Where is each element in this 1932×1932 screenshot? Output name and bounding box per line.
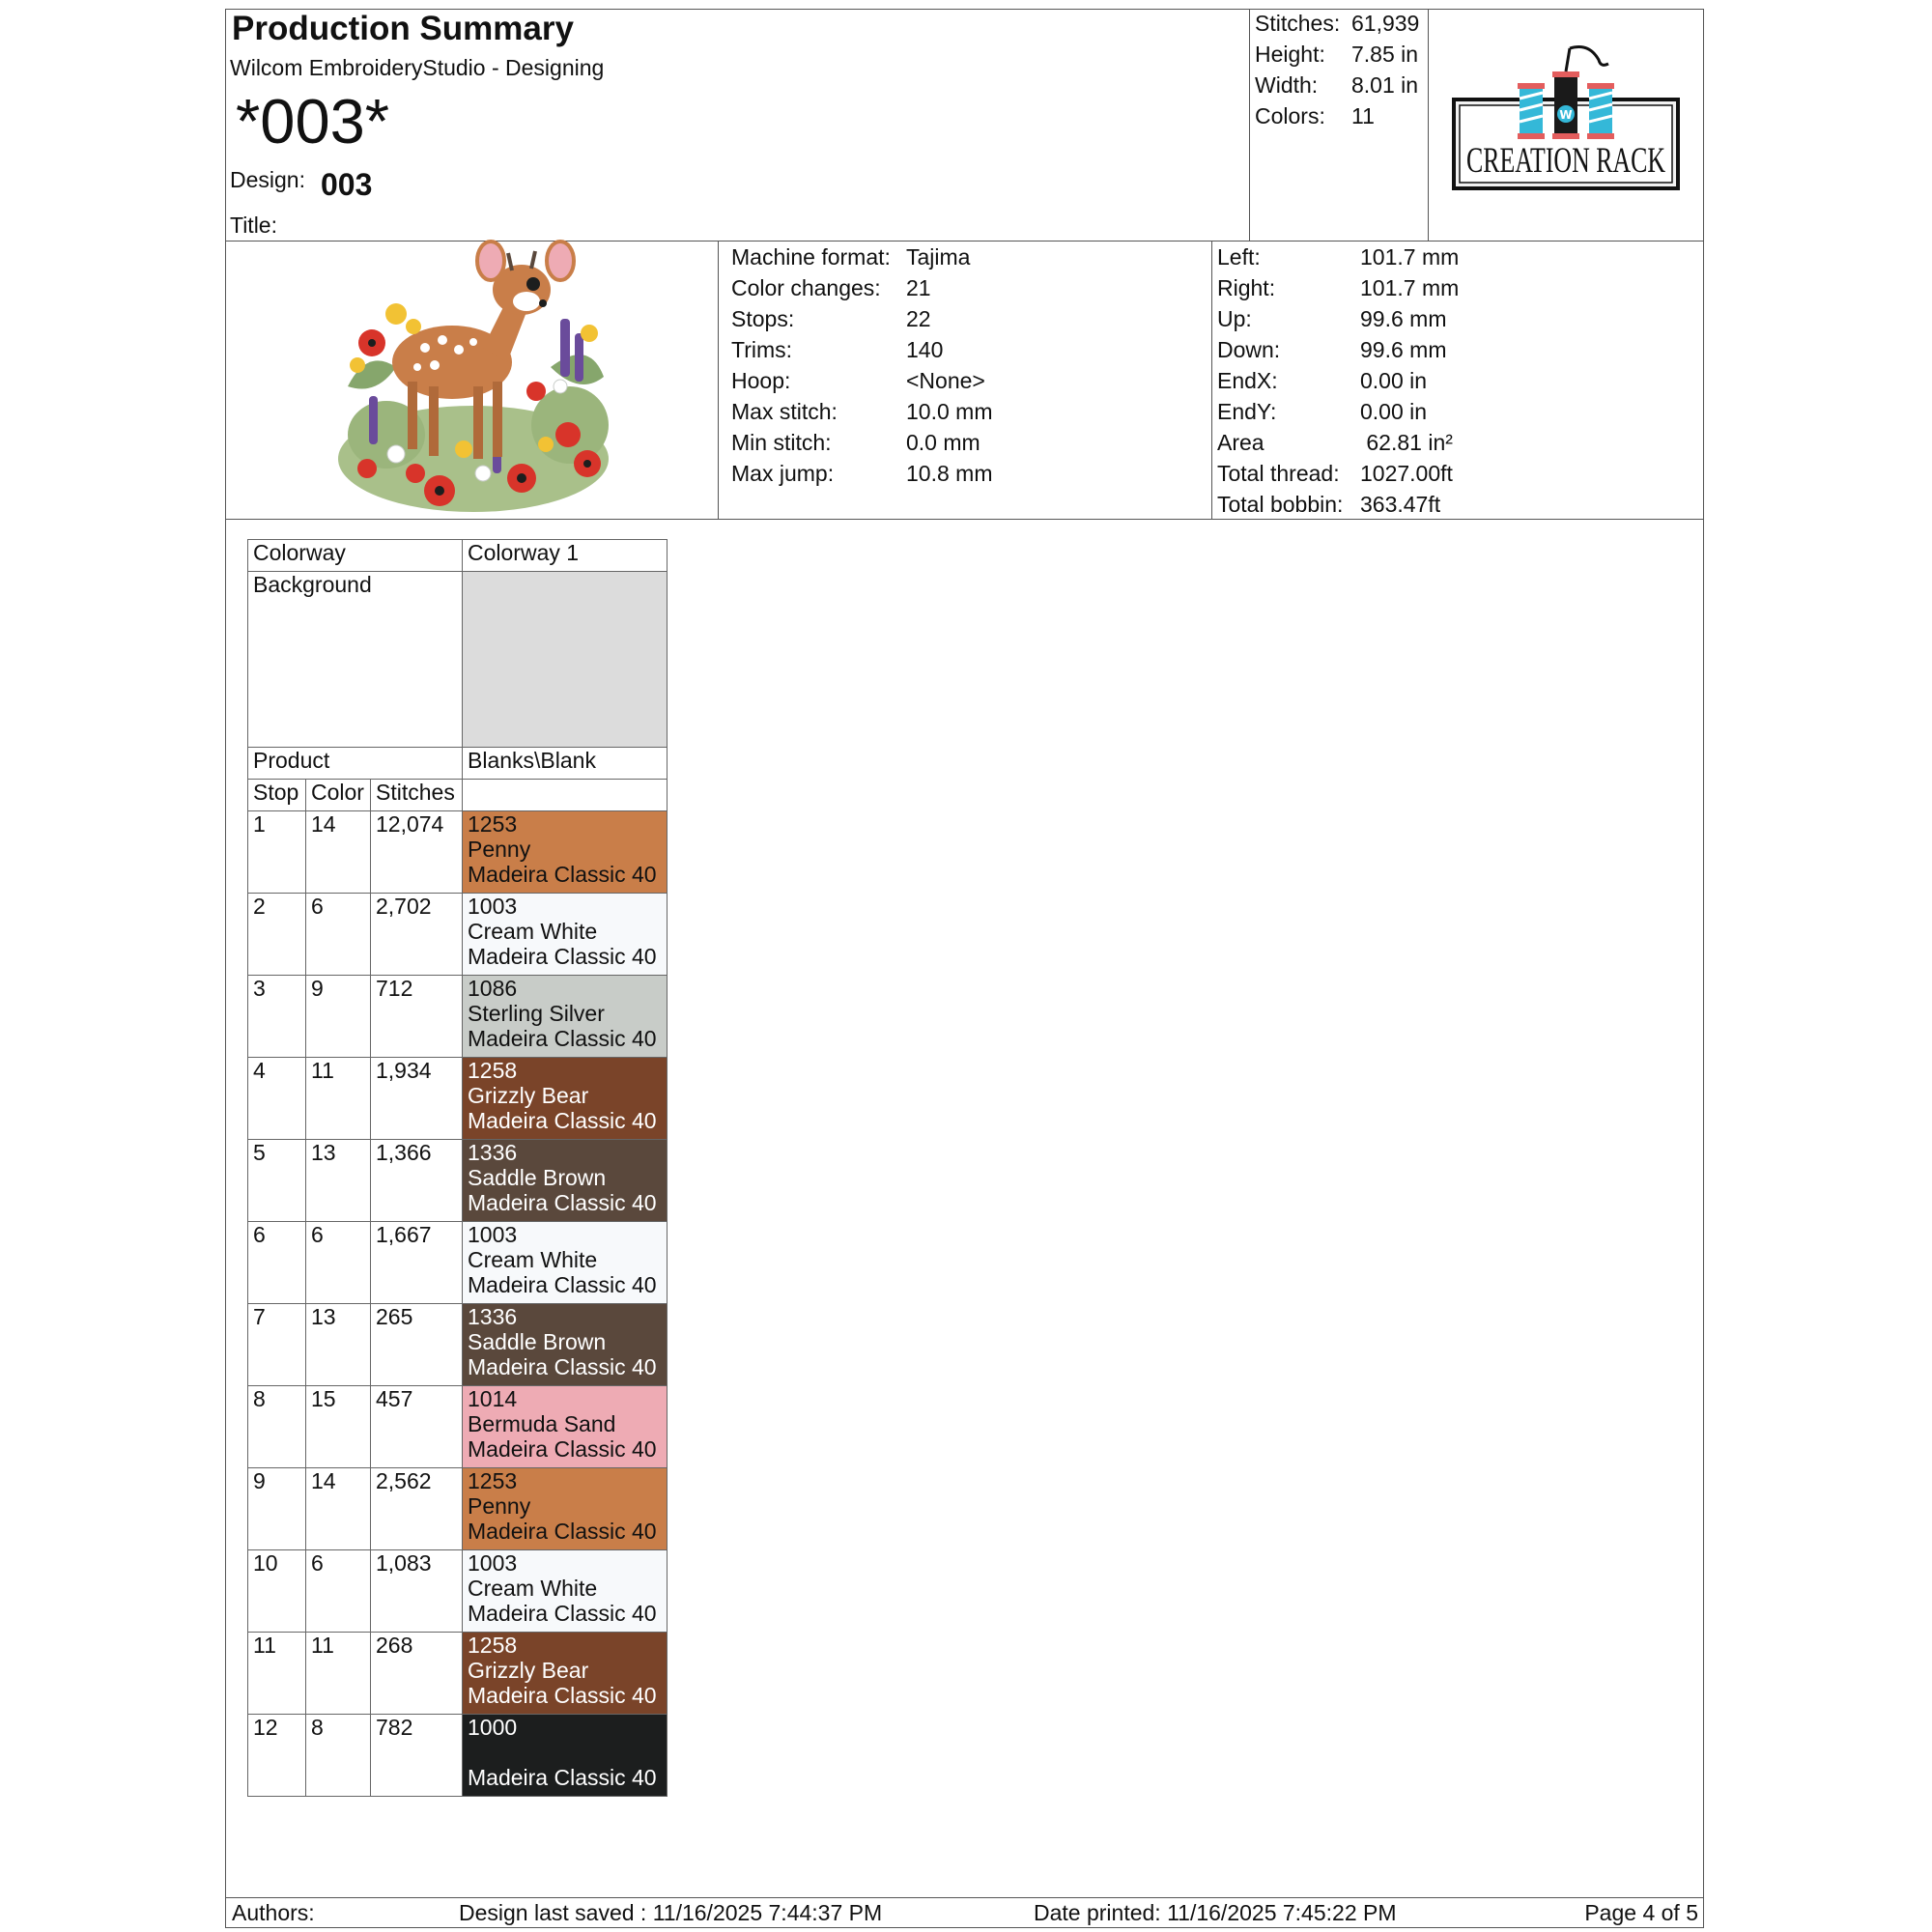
stop-stitches: 2,562: [371, 1468, 463, 1550]
thread-code: 1258: [468, 1633, 518, 1658]
machine-value: 0.0 mm: [906, 430, 980, 455]
thread-swatch: [463, 1468, 668, 1550]
extent-value: 62.81 in²: [1360, 430, 1453, 455]
thread-swatch: [463, 976, 668, 1058]
machine-value: 10.8 mm: [906, 461, 993, 486]
stat-row: [1255, 8, 1419, 39]
background-row: [248, 572, 668, 748]
stop-color-index: 11: [306, 1633, 371, 1715]
stop-row: [248, 1386, 668, 1468]
extent-label: EndY:: [1217, 399, 1277, 424]
thread-name: Penny: [468, 837, 531, 862]
thread-name: Grizzly Bear: [468, 1658, 589, 1683]
thread-code: 1258: [468, 1058, 518, 1083]
stop-row: [248, 894, 668, 976]
thread-name: Saddle Brown: [468, 1329, 607, 1354]
product-value: Blanks\Blank: [463, 748, 668, 780]
thread-swatch: [463, 1304, 668, 1386]
logo-text: CREATION RACK: [1466, 141, 1666, 181]
thread-code: 1003: [468, 1222, 518, 1247]
extent-label: Right:: [1217, 275, 1276, 300]
stop-color-index: 6: [306, 1550, 371, 1633]
stop-color-index: 15: [306, 1386, 371, 1468]
stat-label: Width:: [1255, 72, 1319, 98]
extent-value: 0.00 in: [1360, 368, 1428, 393]
stats-block: [1255, 8, 1419, 131]
thread-name: [468, 1740, 662, 1765]
stop-stitches: 12,074: [371, 811, 463, 894]
stop-row: [248, 1058, 668, 1140]
thread-name: Sterling Silver: [468, 1001, 605, 1026]
extent-row: [1217, 365, 1459, 396]
stat-value: 7.85 in: [1351, 42, 1419, 67]
machine-row: [731, 303, 992, 334]
machine-label: Color changes:: [731, 275, 881, 300]
stop-row: [248, 811, 668, 894]
stop-stitches: 712: [371, 976, 463, 1058]
stop-color-index: 8: [306, 1715, 371, 1797]
extent-label: Area: [1217, 430, 1264, 455]
machine-value: 22: [906, 306, 931, 331]
stop-number: 7: [248, 1304, 306, 1386]
stop-stitches: 1,083: [371, 1550, 463, 1633]
extent-label: Total bobbin:: [1217, 492, 1344, 517]
stop-stitches: 1,667: [371, 1222, 463, 1304]
col-stitches-header: Stitches: [371, 780, 463, 811]
column-header-row: [248, 780, 668, 811]
extent-row: [1217, 458, 1459, 489]
stop-color-index: 6: [306, 1222, 371, 1304]
stop-number: 2: [248, 894, 306, 976]
stop-row: [248, 1222, 668, 1304]
background-label: Background: [248, 572, 463, 748]
app-name: Wilcom EmbroideryStudio - Designing: [230, 55, 605, 80]
machine-row: [731, 396, 992, 427]
stop-row: [248, 1550, 668, 1633]
machine-row: [731, 242, 992, 272]
extent-label: Total thread:: [1217, 461, 1340, 486]
design-preview-image: [328, 242, 618, 522]
extent-row: [1217, 489, 1459, 520]
stop-stitches: 268: [371, 1633, 463, 1715]
stop-stitches: 1,366: [371, 1140, 463, 1222]
spool-right: [1587, 83, 1614, 139]
title-label: Title:: [230, 213, 277, 238]
extent-label: Down:: [1217, 337, 1281, 362]
machine-row: [731, 272, 992, 303]
creation-rack-logo: [1454, 46, 1678, 193]
background-swatch: [463, 572, 668, 748]
thread-code: 1014: [468, 1386, 518, 1411]
thread-code: 1253: [468, 811, 518, 837]
thread-swatch: [463, 1058, 668, 1140]
thread-brand: Madeira Classic 40: [468, 1765, 657, 1790]
stat-label: Colors:: [1255, 103, 1325, 128]
stop-stitches: 265: [371, 1304, 463, 1386]
extent-label: Up:: [1217, 306, 1252, 331]
stop-stitches: 782: [371, 1715, 463, 1797]
machine-label: Stops:: [731, 306, 795, 331]
stop-color-index: 13: [306, 1140, 371, 1222]
extent-row: [1217, 272, 1459, 303]
thread-code: 1003: [468, 1550, 518, 1576]
thread-swatch: [463, 1386, 668, 1468]
col-color-header: Color: [306, 780, 371, 811]
thread-brand: Madeira Classic 40: [468, 1601, 657, 1626]
stats-divider: [1249, 9, 1250, 242]
stop-stitches: 457: [371, 1386, 463, 1468]
stop-row: [248, 1140, 668, 1222]
stat-value: 61,939: [1351, 11, 1420, 36]
stat-label: Height:: [1255, 42, 1325, 67]
thread-code: 1336: [468, 1304, 518, 1329]
thread-name: Bermuda Sand: [468, 1411, 616, 1436]
machine-row: [731, 334, 992, 365]
thread-name: Grizzly Bear: [468, 1083, 589, 1108]
machine-row: [731, 365, 992, 396]
thread-brand: Madeira Classic 40: [468, 1436, 657, 1462]
machine-label: Max stitch:: [731, 399, 838, 424]
thread-brand: Madeira Classic 40: [468, 1354, 657, 1379]
thread-swatch: [463, 1222, 668, 1304]
thread-brand: Madeira Classic 40: [468, 1190, 657, 1215]
extent-label: EndX:: [1217, 368, 1278, 393]
machine-divider: [1211, 241, 1212, 520]
extent-value: 1027.00ft: [1360, 461, 1453, 486]
colorway-value: Colorway 1: [463, 540, 668, 572]
stop-number: 4: [248, 1058, 306, 1140]
machine-label: Trims:: [731, 337, 793, 362]
extent-value: 0.00 in: [1360, 399, 1428, 424]
stop-color-index: 14: [306, 811, 371, 894]
extent-row: [1217, 396, 1459, 427]
design-label: Design:: [230, 167, 305, 192]
thread-swatch: [463, 1140, 668, 1222]
stat-row: [1255, 39, 1419, 70]
product-row: [248, 748, 668, 780]
extent-value: 101.7 mm: [1360, 275, 1460, 300]
machine-value: 21: [906, 275, 931, 300]
stat-value: 8.01 in: [1351, 72, 1419, 98]
stop-stitches: 2,702: [371, 894, 463, 976]
thread-swatch: [463, 811, 668, 894]
stop-number: 11: [248, 1633, 306, 1715]
stop-stitches: 1,934: [371, 1058, 463, 1140]
stop-number: 6: [248, 1222, 306, 1304]
thread-brand: Madeira Classic 40: [468, 862, 657, 887]
design-big-label: *003*: [236, 86, 390, 156]
footer-printed: Date printed: 11/16/2025 7:45:22 PM: [1034, 1900, 1397, 1925]
stop-row: [248, 976, 668, 1058]
thread-code: 1336: [468, 1140, 518, 1165]
colorway-table: [247, 539, 668, 1797]
preview-divider: [718, 241, 719, 520]
thread-brand: Madeira Classic 40: [468, 1108, 657, 1133]
stop-color-index: 6: [306, 894, 371, 976]
thread-brand: Madeira Classic 40: [468, 1026, 657, 1051]
extent-row: [1217, 427, 1459, 458]
footer: [225, 1898, 1704, 1927]
stop-row: [248, 1633, 668, 1715]
extent-value: 99.6 mm: [1360, 306, 1447, 331]
machine-label: Max jump:: [731, 461, 835, 486]
stop-row: [248, 1715, 668, 1797]
thread-name: Cream White: [468, 919, 598, 944]
stop-row: [248, 1468, 668, 1550]
machine-info-block: [731, 242, 992, 489]
thread-name: Cream White: [468, 1576, 598, 1601]
machine-label: Machine format:: [731, 244, 891, 270]
machine-label: Hoop:: [731, 368, 791, 393]
thread-name: Penny: [468, 1493, 531, 1519]
col-stop-header: Stop: [248, 780, 306, 811]
extent-value: 101.7 mm: [1360, 244, 1460, 270]
thread-swatch: [463, 1550, 668, 1633]
thread-swatch: [463, 1633, 668, 1715]
machine-value: Tajima: [906, 244, 971, 270]
stop-number: 5: [248, 1140, 306, 1222]
thread-swatch: [463, 894, 668, 976]
footer-page: Page 4 of 5: [1584, 1900, 1698, 1925]
thread-brand: Madeira Classic 40: [468, 1272, 657, 1297]
stop-color-index: 9: [306, 976, 371, 1058]
stat-row: [1255, 100, 1419, 131]
stop-row: [248, 1304, 668, 1386]
stat-label: Stitches:: [1255, 11, 1341, 36]
spool-left: [1518, 83, 1545, 139]
thread-name: Saddle Brown: [468, 1165, 607, 1190]
machine-value: 140: [906, 337, 944, 362]
thread-brand: Madeira Classic 40: [468, 1683, 657, 1708]
col-swatch-header: [463, 780, 668, 811]
page-title: Production Summary: [232, 10, 574, 47]
spool-center: [1552, 71, 1579, 139]
logo-divider: [1428, 9, 1429, 242]
thread-code: 1253: [468, 1468, 518, 1493]
product-label: Product: [248, 748, 463, 780]
machine-value: 10.0 mm: [906, 399, 993, 424]
machine-row: [731, 458, 992, 489]
thread-brand: Madeira Classic 40: [468, 1519, 657, 1544]
design-value: 003: [321, 167, 373, 202]
stop-number: 12: [248, 1715, 306, 1797]
thread-code: 1003: [468, 894, 518, 919]
svg-text:W: W: [1559, 108, 1573, 122]
stop-number: 3: [248, 976, 306, 1058]
extent-row: [1217, 242, 1459, 272]
machine-row: [731, 427, 992, 458]
machine-label: Min stitch:: [731, 430, 832, 455]
extent-row: [1217, 334, 1459, 365]
thread-name: Cream White: [468, 1247, 598, 1272]
stop-number: 10: [248, 1550, 306, 1633]
machine-value: <None>: [906, 368, 985, 393]
stop-color-index: 14: [306, 1468, 371, 1550]
extent-label: Left:: [1217, 244, 1261, 270]
stop-number: 8: [248, 1386, 306, 1468]
footer-authors: Authors:: [232, 1900, 315, 1925]
footer-saved: Design last saved : 11/16/2025 7:44:37 PM: [459, 1900, 883, 1925]
extent-value: 99.6 mm: [1360, 337, 1447, 362]
stop-color-index: 13: [306, 1304, 371, 1386]
thread-swatch: [463, 1715, 668, 1797]
stop-number: 1: [248, 811, 306, 894]
thread-code: 1086: [468, 976, 518, 1001]
extent-row: [1217, 303, 1459, 334]
thread-code: 1000: [468, 1715, 518, 1740]
thread-brand: Madeira Classic 40: [468, 944, 657, 969]
stat-value: 11: [1351, 103, 1375, 128]
stop-number: 9: [248, 1468, 306, 1550]
stat-row: [1255, 70, 1419, 100]
stop-color-index: 11: [306, 1058, 371, 1140]
extent-value: 363.47ft: [1360, 492, 1441, 517]
colorway-label: Colorway: [248, 540, 463, 572]
colorway-header-row: [248, 540, 668, 572]
extents-block: [1217, 242, 1459, 520]
